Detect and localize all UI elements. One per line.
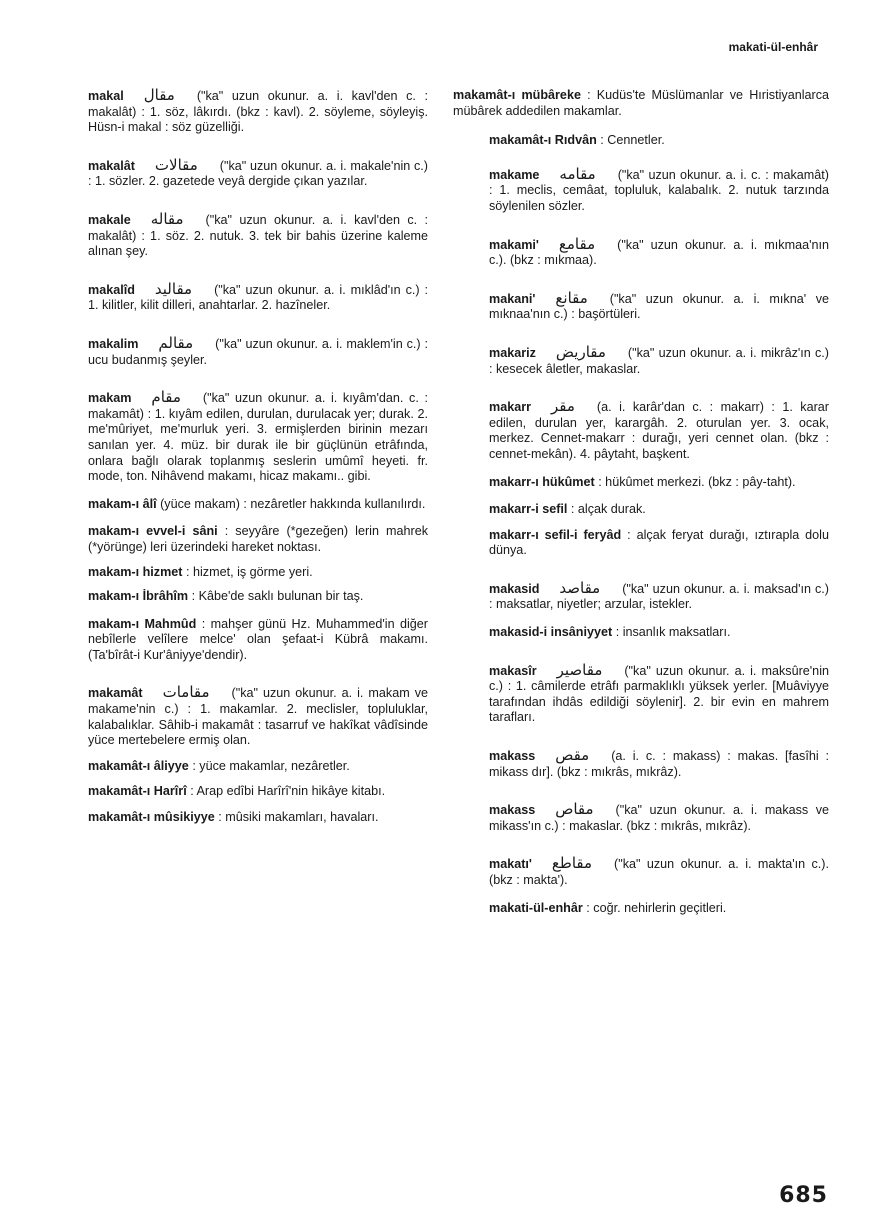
entry-headword: makarr-ı sefil-i feryâd xyxy=(489,527,622,542)
entry-headword: makass xyxy=(489,749,536,764)
entry-headword: makame xyxy=(489,167,540,182)
entry-definition: : mahşer günü Hz. Muhammed'in diğer nebîlerle velîlere melce' olan şefaat-i Kübrâ makamı. (Ta'bîrât-i Kur'âniyye'dendir). xyxy=(88,616,429,662)
entry-arabic-script: مقال xyxy=(143,86,175,104)
entry-arabic-script: مقاص xyxy=(555,800,594,819)
entry-headword: makam-ı Mahmûd xyxy=(88,616,197,631)
entry-arabic-script: مقانع xyxy=(555,288,588,307)
entry-headword: makani' xyxy=(489,291,536,306)
dictionary-entry xyxy=(453,475,829,491)
entry-definition: ("ka" uzun okunur. a. i. mikrâz'ın c.) : kesecek âletler, makaslar. xyxy=(489,345,829,376)
entry-definition: : seyyâre (*gezeğen) lerin mahrek (*yörünge) leri üzerindeki hareket noktası. xyxy=(88,524,429,554)
entry-headword: makamât-ı mûsikiyye xyxy=(88,810,215,824)
left-column xyxy=(52,88,428,826)
dictionary-entry xyxy=(453,399,829,462)
entry-definition: (a. i. c. : makass) : makas. [fasîhi : mikass dır]. (bkz : mıkrâs, mıkrâz). xyxy=(489,749,829,779)
page-number: 685 xyxy=(779,1183,828,1208)
dictionary-entry xyxy=(453,234,829,269)
entry-definition: ("ka" uzun okunur. a. i. makale'nin c.) : 1. sözler. 2. gazetede veyâ dergide çıkan yazılar. xyxy=(88,158,428,189)
entry-definition: : Cennetler. xyxy=(600,133,665,148)
running-head: makati-ül-enhâr xyxy=(728,40,818,54)
dictionary-entry xyxy=(453,502,829,518)
right-column xyxy=(453,88,829,916)
entry-headword: makasid xyxy=(489,581,540,596)
dictionary-entry xyxy=(52,617,428,664)
entry-definition: ("ka" uzun okunur. a. i. mıkna' ve mıknaa'nın c.) : başörtüleri. xyxy=(489,291,829,322)
dictionary-entry xyxy=(453,748,829,780)
entry-definition: : mûsiki makamları, havaları. xyxy=(218,810,379,824)
dictionary-entry xyxy=(52,88,428,136)
entry-definition: ("ka" uzun okunur. a. i. maklem'in c.) : ucu budanmış şeyler. xyxy=(88,336,428,367)
entry-headword: makamât-ı âliyye xyxy=(88,758,189,773)
entry-definition: ("ka" uzun okunur. a. i. kavl'den c. : makalât) : 1. söz, lâkırdı. (bkz : kavl). 2. söyleme, söyleyiş. Hüsn-i makal : söz güzelliği. xyxy=(88,89,428,135)
entry-arabic-script: مقالم xyxy=(158,333,194,352)
dictionary-entry xyxy=(52,524,428,555)
entry-definition: : yüce makamlar, nezâretler. xyxy=(192,758,350,773)
entry-headword: makamât-ı Rıdvân xyxy=(489,133,597,148)
entry-headword: makamât-ı Harîrî xyxy=(88,784,187,799)
entry-definition: ("ka" uzun okunur. a. i. maksad'ın c.) : maksatlar, niyetler; arzular, istekler. xyxy=(489,581,829,612)
entry-definition: ("ka" uzun okunur. a. i. kavl'den c. : makalât) : 1. söz. 2. nutuk. 3. tek bir bahis üzerine kaleme alınan şey. xyxy=(88,212,428,259)
entry-definition: ("ka" uzun okunur. a. i. makam ve makame'nin c.) : 1. makamlar. 2. meclisler, topluluklar, kalabalıklar. Sâhib-i makamât : tasarruf ve hakîkat vâdîsinde yüce mertebelere ermiş olan. xyxy=(88,686,428,748)
dictionary-entry xyxy=(453,856,829,888)
dictionary-entry xyxy=(453,528,829,559)
entry-headword: makamât-ı mübâreke xyxy=(453,88,581,102)
dictionary-entry xyxy=(52,333,428,368)
entry-definition: : Kudüs'te Müslümanlar ve Hıristiyanlarca mübârek addedilen makamlar. xyxy=(453,88,829,118)
entry-headword: makariz xyxy=(489,345,536,360)
entry-definition: : Arap edîbi Harîrî'nin hikâye kitabı. xyxy=(190,784,386,799)
entry-arabic-script: مقامع xyxy=(558,234,596,253)
dictionary-entry xyxy=(52,390,428,485)
entry-headword: makamât xyxy=(88,686,143,701)
entry-arabic-script: مقام xyxy=(151,388,181,407)
entry-definition: (yüce makam) : nezâretler hakkında kullanılırdı. xyxy=(160,496,426,511)
dictionary-entry xyxy=(52,810,428,826)
entry-definition: : hizmet, iş görme yeri. xyxy=(185,565,313,580)
entry-headword: makatı' xyxy=(489,857,532,872)
entry-definition: ("ka" uzun okunur. a. i. maksûre'nin c.) : 1. câmilerde etrâfı parmaklıklı yüksek yerler. [Muâviyye tarafından ihdâs edildiği söylenir]. 2. bir evin en mahrem tarafları. xyxy=(489,663,829,725)
dictionary-entry xyxy=(453,901,829,917)
dictionary-entry xyxy=(52,497,428,513)
entry-arabic-script: مقامات xyxy=(162,683,210,702)
dictionary-entry xyxy=(453,133,829,149)
entry-arabic-script: مقالات xyxy=(154,155,198,174)
entry-definition: (a. i. karâr'dan c. : makarr) : 1. karar edilen, durulan yer, karargâh. 2. oturulan yer. 3. ocak, merkez. Cennet-makarr : durağı, yeri cennet olan. (bkz : cennet-mekân). 4. pâytaht, başkent. xyxy=(489,400,829,461)
entry-headword: makasid-i insâniyyet xyxy=(489,625,613,640)
entry-headword: makami' xyxy=(489,237,539,252)
dictionary-entry xyxy=(52,759,428,775)
entry-definition: : Kâbe'de saklı bulunan bir taş. xyxy=(191,589,364,604)
entry-arabic-script: مقاصد xyxy=(559,578,601,597)
dictionary-entry xyxy=(52,589,428,605)
entry-arabic-script: مقص xyxy=(555,746,590,765)
entry-headword: makarr-ı hükûmet xyxy=(489,474,595,489)
entry-definition: : insanlık maksatları. xyxy=(615,625,731,640)
entry-definition: : coğr. nehirlerin geçitleri. xyxy=(586,900,727,915)
entry-headword: makalîd xyxy=(88,282,135,297)
entry-headword: makass xyxy=(489,803,536,818)
entry-definition: ("ka" uzun okunur. a. i. kıyâm'dan. c. : makamât) : 1. kıyâm edilen, durulan, durulacak yer; durak. 2. me'mûriyet, me'murluk yeri. 3. ermişlerden birinin mezarı sanılan yer. 4. müz. bir durak ile bir güçlünün etrâfında, onlara bağlı olarak toplanmış seslerin umûmî heyeti. fr. mode, ton. Nihâvend makamı, hicaz makamı.. gibi. xyxy=(88,391,428,484)
dictionary-entry xyxy=(453,88,829,119)
dictionary-entry xyxy=(453,625,829,641)
dictionary-entry xyxy=(52,209,428,260)
dictionary-entry xyxy=(453,578,829,613)
dictionary-entry xyxy=(52,685,428,748)
dictionary-entry xyxy=(453,660,829,726)
dictionary-entry xyxy=(453,164,829,215)
dictionary-entry xyxy=(52,279,428,314)
entry-headword: makati-ül-enhâr xyxy=(489,900,583,915)
entry-headword: makam-ı evvel-i sâni xyxy=(88,524,218,539)
dictionary-entry xyxy=(52,784,428,800)
entry-headword: makal xyxy=(88,89,124,103)
entry-arabic-script: مقر xyxy=(551,397,575,416)
entry-definition: ("ka" uzun okunur. a. i. mıklâd'ın c.) : 1. kilitler, kilit dilleri, anahtarlar. 2. hazîneler. xyxy=(88,282,428,313)
dictionary-entry xyxy=(453,288,829,323)
entry-definition: : alçak durak. xyxy=(570,502,646,517)
entry-headword: makam-ı İbrâhîm xyxy=(88,589,189,604)
dictionary-entry xyxy=(52,565,428,581)
entry-headword: makasîr xyxy=(489,663,537,678)
dictionary-entry xyxy=(453,802,829,834)
entry-definition: : hükûmet merkezi. (bkz : pây-taht). xyxy=(598,474,796,489)
entry-headword: makalât xyxy=(88,158,135,173)
dictionary-entry xyxy=(453,342,829,377)
entry-definition: ("ka" uzun okunur. a. i. c. : makamât) : 1. meclis, cemâat, topluluk, kalabalık. 2. nutuk tarzında söylenilen sözler. xyxy=(489,167,829,213)
entry-definition: ("ka" uzun okunur. a. i. makta'ın c.). (bkz : makta'). xyxy=(489,857,829,887)
entry-definition: ("ka" uzun okunur. a. i. makass ve mikass'ın c.) : makaslar. (bkz : mıkrâs, mıkrâz). xyxy=(489,803,829,833)
entry-headword: makarr xyxy=(489,400,532,415)
entry-arabic-script: مقاطع xyxy=(551,854,593,873)
entry-definition: ("ka" uzun okunur. a. i. mıkmaa'nın c.). (bkz : mıkmaa). xyxy=(489,237,829,268)
entry-arabic-script: مقامه xyxy=(559,164,596,183)
entry-headword: makarr-i sefil xyxy=(489,502,568,517)
entry-headword: makam xyxy=(88,391,132,406)
dictionary-entry xyxy=(52,155,428,190)
entry-headword: makalim xyxy=(88,336,139,351)
entry-headword: makam-ı hizmet xyxy=(88,565,183,580)
entry-definition: : alçak feryat durağı, ıztırapla dolu dünya. xyxy=(489,527,829,558)
entry-headword: makale xyxy=(88,212,131,227)
entry-arabic-script: مقاصير xyxy=(556,660,603,679)
entry-arabic-script: مقاله xyxy=(150,209,184,228)
entry-arabic-script: مقاريض xyxy=(555,342,606,361)
entry-headword: makam-ı âlî xyxy=(88,496,157,511)
entry-arabic-script: مقاليد xyxy=(154,279,193,298)
